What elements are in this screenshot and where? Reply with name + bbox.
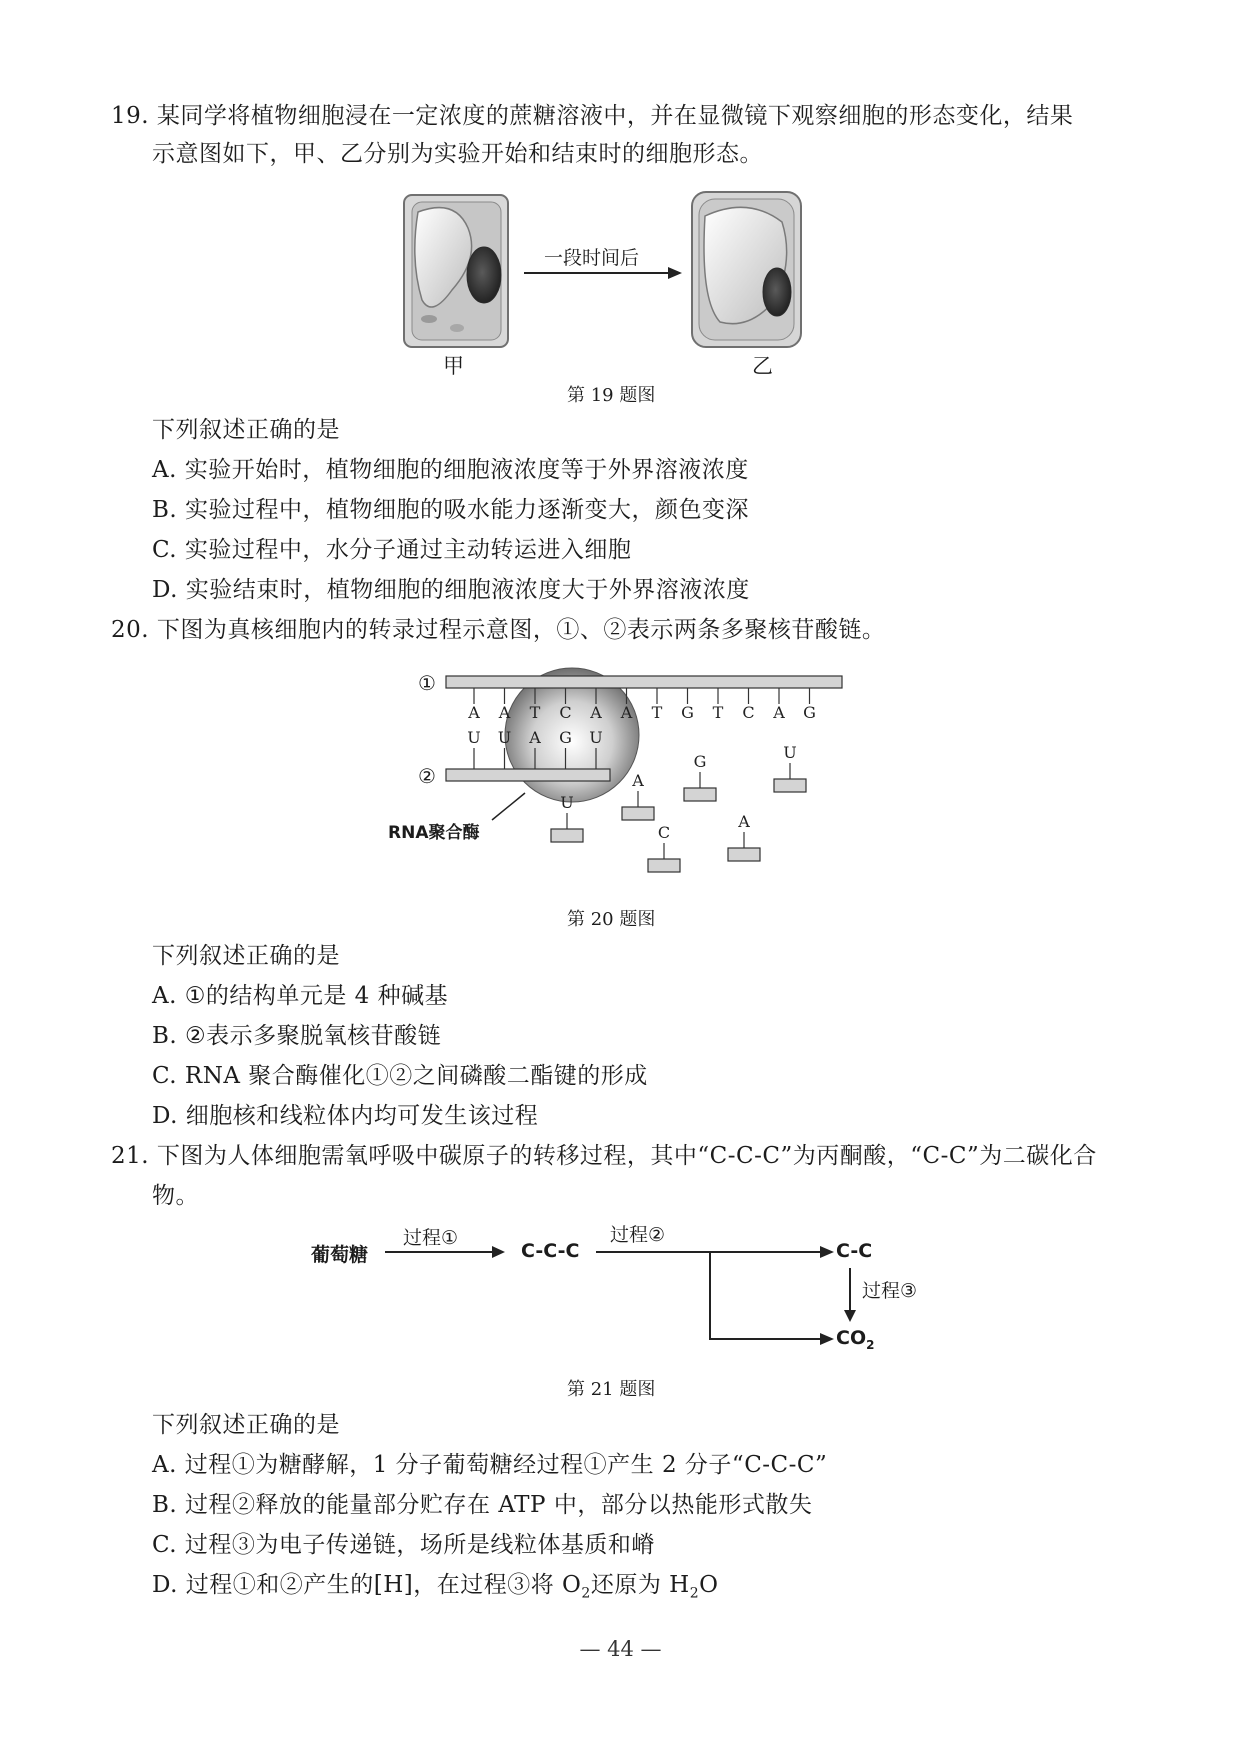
template-base: T	[529, 703, 541, 722]
q21-process3: 过程③	[862, 1280, 918, 1302]
q20-strand2-label: ②	[418, 764, 436, 788]
q20-option-d: D. 细胞核和线粒体内均可发生该过程	[152, 1103, 539, 1129]
template-base: A	[620, 703, 633, 722]
q19-option-c: C. 实验过程中，水分子通过主动转运进入细胞	[152, 537, 632, 563]
free-nucleotide-base: C	[657, 823, 671, 842]
free-nucleotide-base: G	[693, 752, 707, 771]
template-base: A	[773, 703, 785, 722]
rna-base: U	[589, 728, 603, 747]
q21-option-c: C. 过程③为电子传递链，场所是线粒体基质和嵴	[152, 1532, 655, 1558]
rna-base: A	[529, 728, 541, 747]
q21-process1: 过程①	[403, 1227, 459, 1249]
q21-stem-line2: 物。	[152, 1183, 199, 1209]
q20-option-a: A. ①的结构单元是 4 种碱基	[152, 983, 449, 1009]
free-nucleotide-base: U	[783, 743, 797, 762]
q19-label-jia: 甲	[443, 354, 464, 378]
template-base: G	[681, 703, 694, 722]
q21-option-a: A. 过程①为糖酵解，1 分子葡萄糖经过程①产生 2 分子“C-C-C”	[152, 1452, 828, 1478]
q20-caption: 第 20 题图	[567, 909, 656, 930]
q21-option-b: B. 过程②释放的能量部分贮存在 ATP 中，部分以热能形式散失	[152, 1492, 813, 1518]
q21-glucose: 葡萄糖	[311, 1244, 369, 1266]
q20-stem-line1: 20. 下图为真核细胞内的转录过程示意图，①、②表示两条多聚核苷酸链。	[111, 617, 886, 643]
q21-caption: 第 21 题图	[567, 1379, 656, 1400]
template-base: T	[712, 703, 724, 722]
template-base: A	[468, 703, 480, 722]
template-base: A	[498, 703, 511, 722]
q19-option-a: A. 实验开始时，植物细胞的细胞液浓度等于外界溶液浓度	[152, 457, 749, 483]
rna-base: U	[497, 728, 512, 747]
q20-strand1-label: ①	[418, 671, 436, 695]
q21-stem-line1: 21. 下图为人体细胞需氧呼吸中碳原子的转移过程，其中“C-C-C”为丙酮酸，“C-C”为二碳化合	[111, 1143, 1097, 1169]
template-base: G	[803, 703, 816, 722]
q21-pyruvate: C-C-C	[521, 1240, 580, 1262]
q19-prompt: 下列叙述正确的是	[152, 417, 340, 443]
template-base: A	[590, 703, 602, 722]
q21-prompt: 下列叙述正确的是	[152, 1412, 340, 1438]
page-number: — 44 —	[579, 1637, 662, 1661]
q21-process2: 过程②	[610, 1224, 666, 1246]
q20-enzyme-label: RNA聚合酶	[388, 823, 480, 843]
q19-label-yi: 乙	[752, 354, 773, 378]
q19-caption: 第 19 题图	[567, 385, 656, 406]
q19-stem-line1: 19. 某同学将植物细胞浸在一定浓度的蔗糖溶液中，并在显微镜下观察细胞的形态变化，结果	[111, 103, 1074, 129]
q20-option-b: B. ②表示多聚脱氧核苷酸链	[152, 1023, 442, 1049]
q21-option-d: D. 过程①和②产生的[H]，在过程③将 $O_2$还原为 $H_2O$	[152, 1572, 719, 1602]
free-nucleotide-base: A	[738, 812, 750, 831]
q20-option-c: C. RNA 聚合酶催化①②之间磷酸二酯键的形成	[152, 1063, 648, 1089]
rna-base: G	[559, 728, 572, 747]
q19-arrow-label: 一段时间后	[544, 247, 640, 269]
q20-prompt: 下列叙述正确的是	[152, 943, 340, 969]
template-base: C	[742, 703, 755, 722]
q21-co2: $CO_2$	[836, 1327, 875, 1352]
free-nucleotide-base: A	[632, 771, 644, 790]
template-base: T	[651, 703, 663, 722]
template-base: C	[559, 703, 572, 722]
q21-two-carbon: C-C	[836, 1240, 873, 1262]
q19-option-b: B. 实验过程中，植物细胞的吸水能力逐渐变大，颜色变深	[152, 497, 750, 523]
free-nucleotide-base: U	[560, 793, 574, 812]
q19-stem-line2: 示意图如下，甲、乙分别为实验开始和结束时的细胞形态。	[152, 141, 763, 167]
q19-option-d: D. 实验结束时，植物细胞的细胞液浓度大于外界溶液浓度	[152, 577, 750, 603]
rna-base: U	[467, 728, 481, 747]
